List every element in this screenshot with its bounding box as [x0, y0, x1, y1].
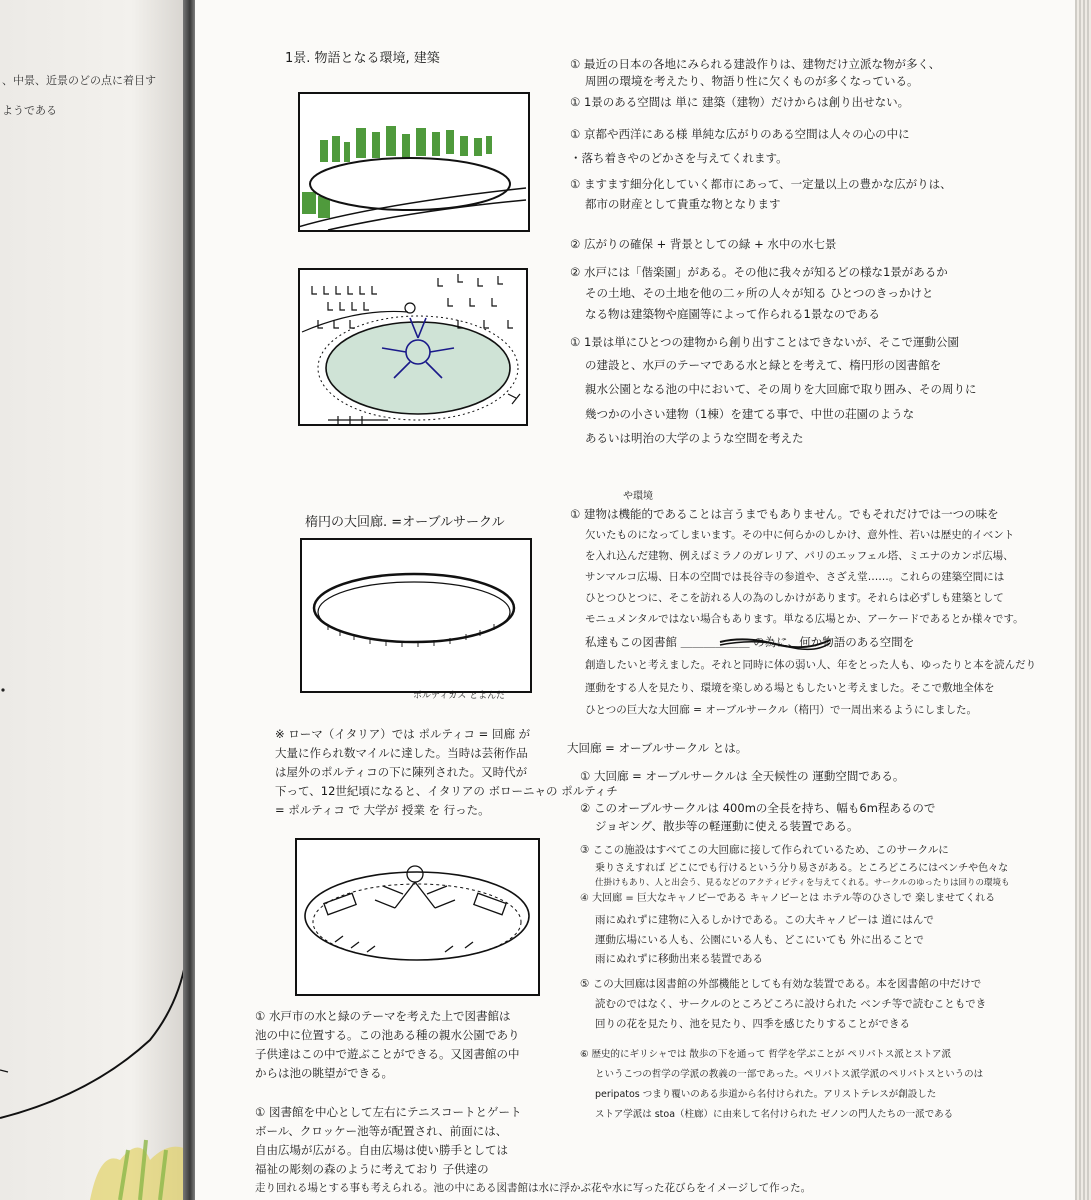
block1-line: ① 京都や西洋にある様 単純な広がりのある空間は人々の心の中に	[570, 127, 910, 141]
circle-item: というこつの哲学の学派の教義の一部であった。ペリパトス派学派のペリパトスというのは	[595, 1069, 984, 1080]
section2-title: 楕円の大回廊. =オーブルサークル	[305, 515, 505, 530]
circle-item: ⑤ この大回廊は図書館の外部機能としても有効な装置である。本を図書館の中だけで	[580, 978, 982, 990]
block2-line: その土地、その土地を他の二ヶ所の人々が知る ひとつのきっかけと	[585, 286, 934, 300]
block1-line: 都市の財産として貴重な物となります	[585, 197, 781, 211]
sketch-pond-landscape	[298, 92, 530, 232]
block1-line: ① 最近の日本の各地にみられる建設作りは、建物だけ立派な物が多く、	[570, 57, 941, 71]
block1-line: ① 1景のある空間は 単に 建築（建物）だけからは創り出せない。	[570, 95, 910, 109]
block1-line: 周囲の環境を考えたり、物語り性に欠くものが多くなっている。	[585, 74, 919, 88]
circle-item: ④ 大回廊 = 巨大なキャノピーである キャノピーとは ホテル等のひさしで 楽しませてくれる	[580, 893, 996, 904]
block3-line: ひとつの巨大な大回廊 = オーブルサークル（楕円）で一周出来るようにしました。	[585, 704, 978, 716]
left-page	[0, 0, 188, 1200]
block1-line: ① ますます細分化していく都市にあって、一定量以上の豊かな広がりは、	[570, 177, 952, 191]
circle-title: 大回廊 = オーブルサークル とは。	[567, 741, 748, 755]
portico-annotation: ポルティカス とよんだ	[413, 691, 506, 701]
block3-line: 欠いたものになってしまいます。その中に何らかのしかけ、意外性、若いは歴史的イベント	[585, 529, 1015, 541]
bottom-note-line: 自由広場が広がる。自由広場は使い勝手としては	[255, 1143, 508, 1157]
block1-line: ・落ち着きやのどかさを与えてくれます。	[570, 151, 788, 165]
right-page	[195, 0, 1091, 1200]
block3-line: 創造したいと考えました。それと同時に体の弱い人、年をとった人も、ゆったりと本を読んだり	[585, 659, 1037, 671]
rome-note-line: は屋外のポルティコの下に陳列された。又時代が	[275, 765, 528, 779]
circle-item: ② このオーブルサークルは 400mの全長を持ち、幅も6m程あるので	[580, 801, 936, 815]
rome-note-line: ※ ローマ（イタリア）では ポルティコ = 回廊 が	[275, 727, 531, 741]
bottom-note-line: ボール、クロッケー池等が配置され、前面には、	[255, 1124, 508, 1138]
circle-item: ① 大回廊 = オーブルサークルは 全天候性の 運動空間である。	[580, 769, 905, 783]
block3-line: モニュメンタルではない場合もあります。単なる広場とか、アーケードであるとか様々です。	[585, 613, 1024, 625]
block2-line: ② 水戸には「偕楽園」がある。その他に我々が知るどの様な1景があるか	[570, 265, 948, 279]
left-page-sketch	[0, 0, 188, 1200]
bottom-note-line: ① 図書館を中心として左右にテニスコートとゲート	[255, 1105, 522, 1119]
block2-line: 幾つかの小さい建物（1棟）を建てる事で、中世の荘園のような	[585, 407, 915, 421]
block2-line: 親水公園となる池の中において、その周りを大回廊で取り囲み、その周りに	[585, 382, 977, 396]
section1-title: 1景. 物語となる環境, 建築	[285, 51, 440, 66]
block3-line: ひとつひとつに、そこを訪れる人の為のしかけがあります。それらは必ずしも建築として	[585, 592, 1004, 604]
bottom-note-line: ① 水戸市の水と緑のテーマを考えた上で図書館は	[255, 1009, 511, 1023]
circle-item: 仕掛けもあり、人と出会う、見るなどのアクティビティを与えてくれる。サークルのゆったりは回りの環境も	[595, 878, 1010, 888]
block2-line: あるいは明治の大学のような空間を考えた	[585, 431, 804, 445]
circle-item: 乗りさえすれば どこにでも行けるという分り易さがある。ところどころにはベンチや色々な	[595, 863, 1009, 874]
circle-item: 回りの花を見たり、池を見たり、四季を感じたりすることができる	[595, 1018, 910, 1030]
sketch-library-plan	[298, 268, 528, 426]
circle-item: ジョギング、散歩等の軽運動に使える装置である。	[595, 819, 859, 833]
block3-line: サンマルコ広場、日本の空間では長谷寺の参道や、さざえ堂……。これらの建築空間には	[585, 571, 1005, 583]
bottom-note-line: 福祉の彫刻の森のように考えており 子供達の	[255, 1162, 489, 1176]
circle-item: ③ ここの施設はすべてこの大回廊に接して作られているため、このサークルに	[580, 844, 949, 856]
circle-item: ⑥ 歴史的にギリシャでは 散歩の下を通って 哲学を学ぶことが ペリパトス派とストア派	[580, 1049, 952, 1060]
block3-line: を入れ込んだ建物、例えばミラノのガレリア、パリのエッフェル塔、ミエナのカンポ広場、	[585, 550, 1014, 562]
rome-note-line: 大量に作られ数マイルに達した。当時は芸術作品	[275, 746, 528, 760]
bottom-note-line: からは池の眺望ができる。	[255, 1066, 393, 1080]
sketch-oval-circle	[300, 538, 532, 693]
circle-item: ストア学派は stoa（柱廊）に由来して名付けられた ゼノンの門人たちの一派である	[595, 1109, 954, 1120]
block2-line: ② 広がりの確保 + 背景としての緑 + 水中の水七景	[570, 237, 837, 251]
bottom-note-line: 子供達はこの中で遊ぶことができる。又図書館の中	[255, 1047, 520, 1061]
rome-note-line: = ポルティコ で 大学が 授業 を 行った。	[275, 803, 490, 817]
bottom-note-line: 走り回れる場とする事も考えられる。池の中にある図書館は水に浮かぶ花や水に写った花びらをイメージして作った。	[255, 1182, 812, 1194]
rome-note-line: 下って、12世紀頃になると、イタリアの ボローニャの ポルティチ	[275, 784, 618, 798]
page-edge	[1075, 0, 1091, 1200]
block3-line: 私達もこの図書館 ＿＿＿＿＿＿ の為に、何か物語のある空間を	[585, 635, 915, 649]
circle-item: 運動広場にいる人も、公園にいる人も、どこにいても 外に出ることで	[595, 934, 924, 946]
left-page-line: ようである	[2, 104, 57, 117]
sketch-library-canopy	[295, 838, 540, 996]
block2-line: なる物は建築物や庭園等によって作られる1景なのである	[585, 307, 880, 321]
block2-line: ① 1景は単にひとつの建物から創り出すことはできないが、そこで運動公園	[570, 335, 960, 349]
circle-item: 雨にぬれずに移動出来る装置である	[595, 953, 763, 965]
block3-insert: や環境	[623, 491, 653, 502]
block3-line: ① 建物は機能的であることは言うまでもありません。でもそれだけでは一つの味を	[570, 507, 999, 521]
block2-line: の建設と、水戸のテーマである水と緑とを考えて、楕円形の図書館を	[585, 358, 942, 372]
block3-line: 運動をする人を見たり、環境を楽しめる場ともしたいと考えました。そこで敷地全体を	[585, 682, 995, 694]
circle-item: 雨にぬれずに建物に入るしかけである。この大キャノピーは 道にはんで	[595, 914, 934, 926]
bottom-note-line: 池の中に位置する。この池ある種の親水公園であり	[255, 1028, 520, 1042]
circle-item: peripatos つまり覆いのある歩道から名付けられた。アリストテレスが創設した	[595, 1089, 937, 1100]
scribble-strike	[715, 632, 835, 652]
left-page-line: 、中景、近景のどの点に着目す	[2, 74, 156, 87]
circle-item: 読むのではなく、サークルのところどころに設けられた ベンチ等で読むこともでき	[595, 998, 987, 1010]
